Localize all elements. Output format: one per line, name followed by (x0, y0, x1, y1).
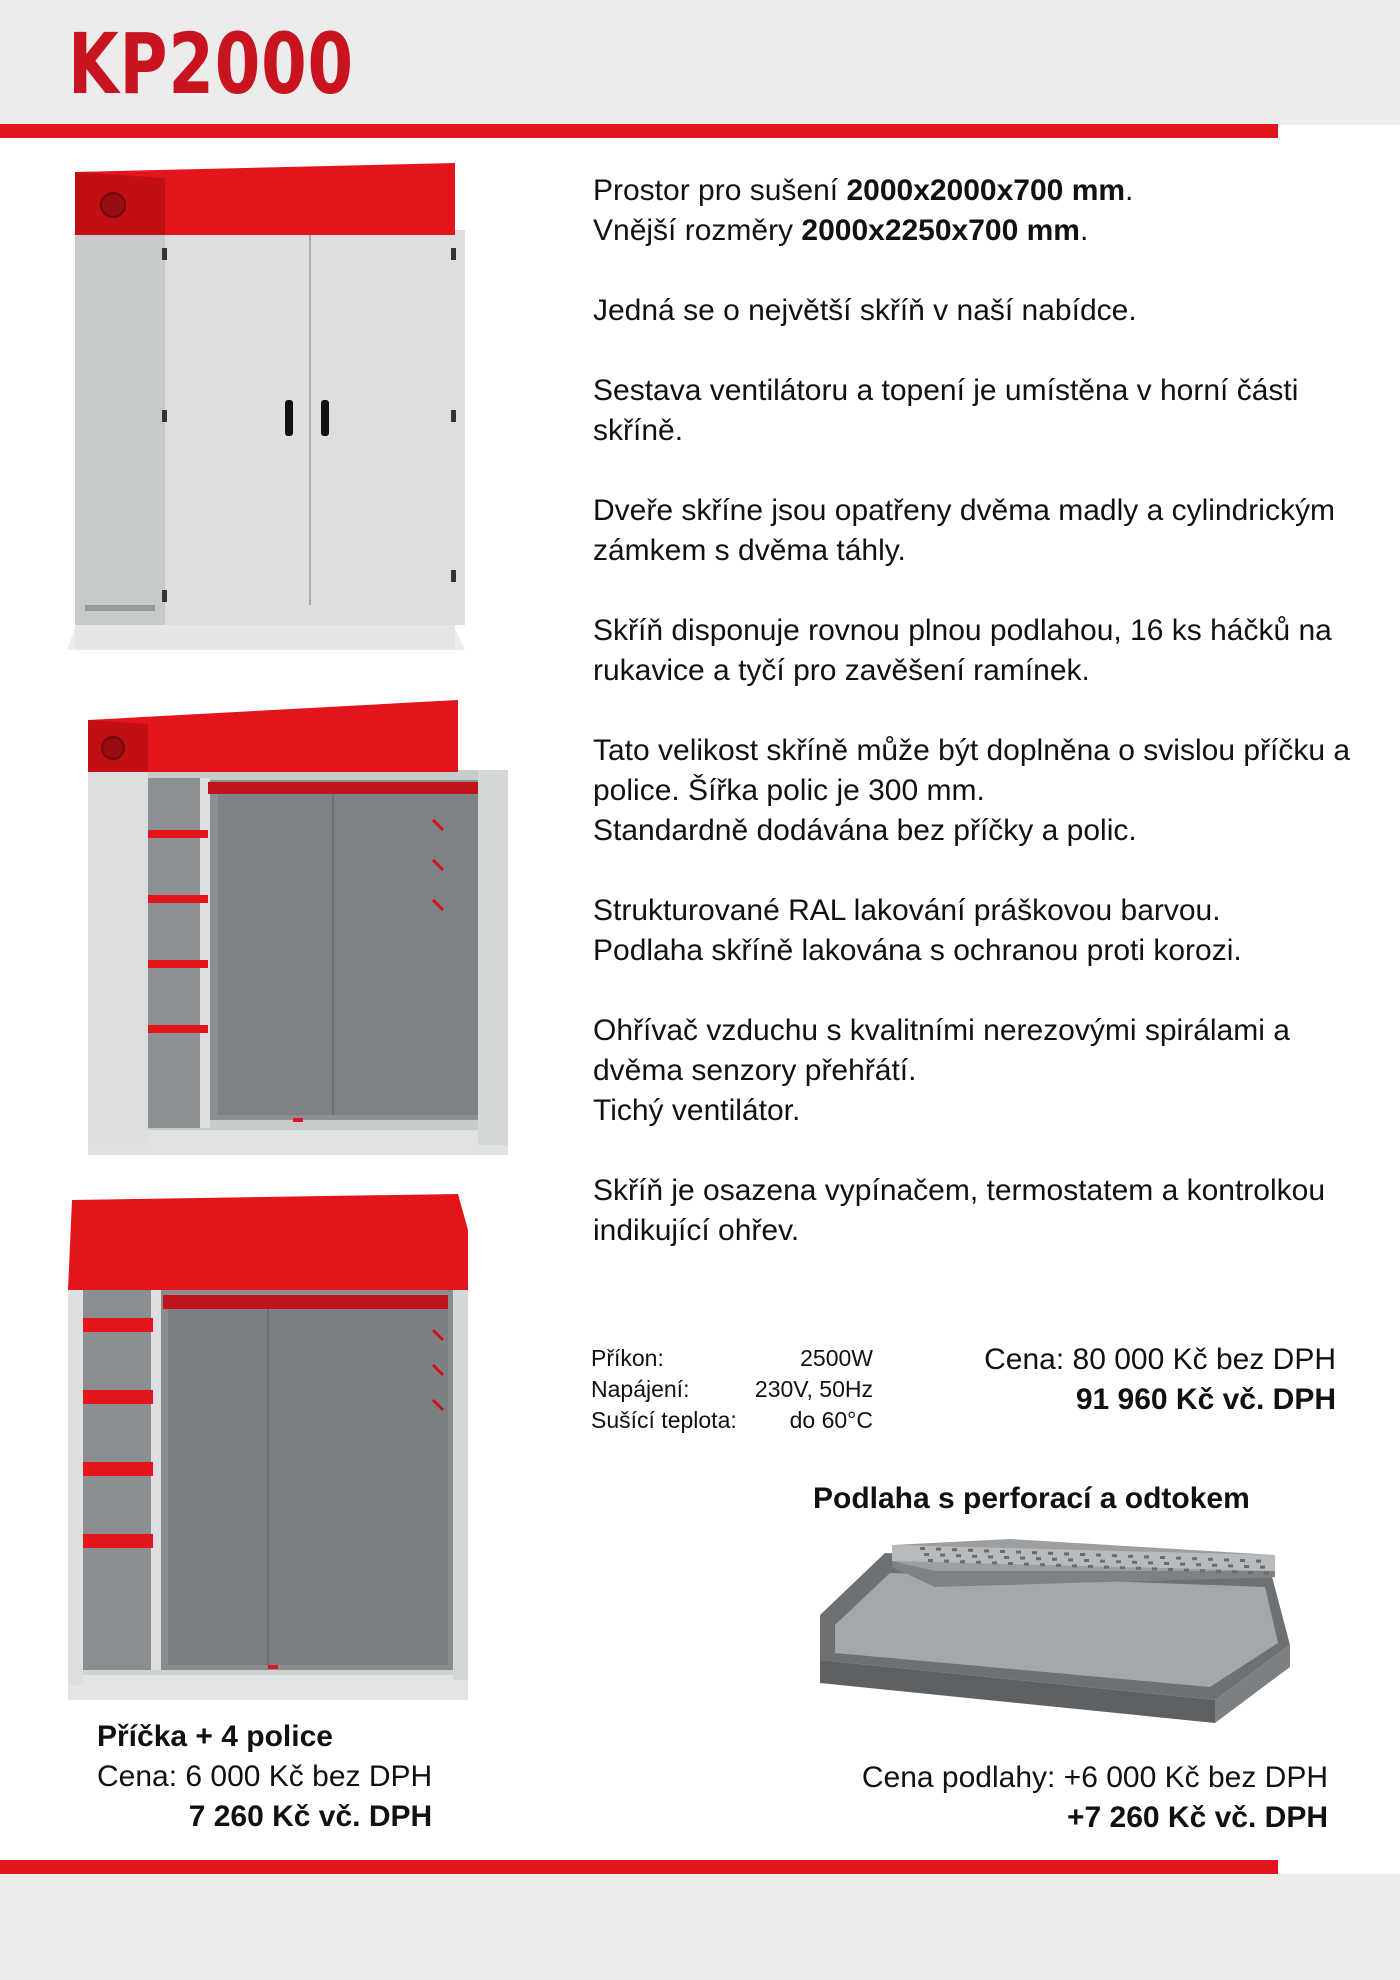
open-cabinet-front-image (68, 1190, 548, 1710)
perforation-hole (1212, 1564, 1217, 1567)
perforation-hole (1048, 1552, 1053, 1555)
perforation-hole (1068, 1558, 1073, 1561)
floor-title: Podlaha s perforací a odtokem (813, 1482, 1250, 1515)
perforation-hole (1128, 1555, 1133, 1558)
perforation-hole (1120, 1566, 1125, 1569)
perforation-hole (976, 1561, 981, 1564)
perforation-hole (1080, 1553, 1085, 1556)
emphasis: 2000x2250x700 mm (801, 214, 1080, 247)
description-paragraph: Skříň je osazena vypínačem, termostatem a kontrolkou indikující ohřev. (593, 1174, 1326, 1247)
perforation-hole (956, 1554, 961, 1557)
description-paragraph: Prostor pro sušení 2000x2000x700 mm. Vnější rozměry 2000x2250x700 mm. (593, 174, 1134, 247)
description-paragraph: Ohřívač vzduchu s kvalitními nerezovými spirálami a dvěma senzory přehřátí. Tichý ventilátor. (593, 1014, 1290, 1127)
perforation-hole (1084, 1559, 1089, 1562)
perforation-hole (1040, 1563, 1045, 1566)
partition-price-gross: 7 260 Kč vč. DPH (188, 1800, 433, 1833)
perforation-hole (924, 1553, 929, 1556)
perforation-hole (1248, 1571, 1253, 1574)
perforation-hole (1152, 1567, 1157, 1570)
partition-option (97, 1717, 432, 1837)
perforation-hole (1112, 1554, 1117, 1557)
main-price-gross: 91 960 Kč vč. DPH (1075, 1383, 1336, 1416)
spec-row (591, 1374, 873, 1405)
spec-label: Příkon: (591, 1345, 664, 1371)
perforation-hole (1264, 1572, 1269, 1575)
perforation-hole (1052, 1558, 1057, 1561)
perforation-hole (1036, 1557, 1041, 1560)
perforation-hole (1208, 1558, 1213, 1561)
perforation-hole (952, 1548, 957, 1551)
perforation-hole (1136, 1567, 1141, 1570)
spec-value: do 60°C (789, 1407, 873, 1433)
spec-row (591, 1405, 873, 1436)
perforation-hole (1116, 1560, 1121, 1563)
perforation-hole (944, 1560, 949, 1563)
spec-label: Sušící teplota: (591, 1407, 737, 1433)
product-description (593, 171, 1353, 1291)
perforation-hole (1224, 1558, 1229, 1561)
perforation-hole (1024, 1563, 1029, 1566)
perforated-floor-image (770, 1525, 1290, 1755)
perforation-hole (1104, 1566, 1109, 1569)
perforation-hole (1020, 1557, 1025, 1560)
perforation-hole (1064, 1552, 1069, 1555)
description-paragraph: Tato velikost skříně může být doplněna o svislou příčku a police. Šířka polic je 300 mm. Standardně dodávána bez příčky a polic. (593, 734, 1351, 847)
perforation-hole (968, 1549, 973, 1552)
partition-price-net: Cena: 6 000 Kč bez DPH (97, 1760, 433, 1793)
perforation-hole (1180, 1563, 1185, 1566)
top-red-rule (0, 124, 1278, 138)
perforation-hole (1216, 1570, 1221, 1573)
description-paragraph: Strukturované RAL lakování práškovou barvou. Podlaha skříně lakována s ochranou proti korozi. (593, 894, 1242, 967)
perforation-hole (940, 1554, 945, 1557)
partition-label: Příčka + 4 police (97, 1720, 333, 1753)
main-price-net: Cena: 80 000 Kč bez DPH (984, 1343, 1336, 1376)
footer-band (0, 1874, 1400, 1980)
emphasis: 2000x2000x700 mm (846, 174, 1126, 207)
perforation-hole (1200, 1569, 1205, 1572)
spec-row (591, 1343, 873, 1374)
perforation-hole (1184, 1569, 1189, 1572)
perforation-hole (1260, 1566, 1265, 1569)
perforation-hole (1176, 1557, 1181, 1560)
perforation-hole (988, 1555, 993, 1558)
open-cabinet-shelves-image (48, 690, 568, 1160)
description-paragraph: Jedná se o největší skříň v naší nabídce. (593, 294, 1137, 327)
perforation-hole (1004, 1556, 1009, 1559)
perforation-hole (1244, 1565, 1249, 1568)
spec-value: 2500W (800, 1345, 873, 1371)
specs-list (591, 1343, 873, 1436)
spec-label: Napájení: (591, 1376, 690, 1402)
perforation-hole (1132, 1561, 1137, 1564)
perforation-hole (1228, 1564, 1233, 1567)
floor-price-net: Cena podlahy: +6 000 Kč bez DPH (861, 1761, 1328, 1794)
perforation-hole (1256, 1560, 1261, 1563)
bottom-red-rule (0, 1860, 1278, 1874)
perforation-hole (1144, 1555, 1149, 1558)
spec-value: 230V, 50Hz (754, 1376, 873, 1402)
perforation-hole (1160, 1556, 1165, 1559)
floor-price-gross: +7 260 Kč vč. DPH (1067, 1801, 1328, 1834)
perforation-hole (920, 1547, 925, 1550)
perforation-hole (1240, 1559, 1245, 1562)
perforation-hole (1008, 1562, 1013, 1565)
floor-price (862, 1758, 1328, 1838)
perforation-hole (992, 1561, 997, 1564)
perforation-hole (1196, 1563, 1201, 1566)
perforation-hole (1072, 1564, 1077, 1567)
page-title: KP2000 (68, 15, 354, 113)
perforation-hole (1100, 1560, 1105, 1563)
perforation-hole (1032, 1551, 1037, 1554)
perforation-hole (1000, 1550, 1005, 1553)
perforation-hole (936, 1548, 941, 1551)
perforation-hole (984, 1549, 989, 1552)
perforation-hole (1232, 1570, 1237, 1573)
perforation-hole (1168, 1568, 1173, 1571)
description-paragraph: Dveře skříne jsou opatřeny dvěma madly a cylindrickým zámkem s dvěma táhly. (593, 494, 1335, 567)
perforation-hole (1192, 1557, 1197, 1560)
perforation-hole (1088, 1565, 1093, 1568)
perforation-hole (928, 1559, 933, 1562)
perforation-hole (1016, 1551, 1021, 1554)
main-price (984, 1340, 1336, 1420)
description-paragraph: Sestava ventilátoru a topení je umístěna v horní části skříně. (593, 374, 1299, 447)
description-paragraph: Skříň disponuje rovnou plnou podlahou, 16 ks háčků na rukavice a tyčí pro zavěšení ramínek. (593, 614, 1332, 687)
perforation-hole (1164, 1562, 1169, 1565)
perforation-hole (972, 1555, 977, 1558)
perforation-hole (1056, 1564, 1061, 1567)
perforation-hole (960, 1560, 965, 1563)
perforation-hole (1148, 1561, 1153, 1564)
perforation-hole (1096, 1554, 1101, 1557)
closed-cabinet-image (15, 160, 575, 660)
